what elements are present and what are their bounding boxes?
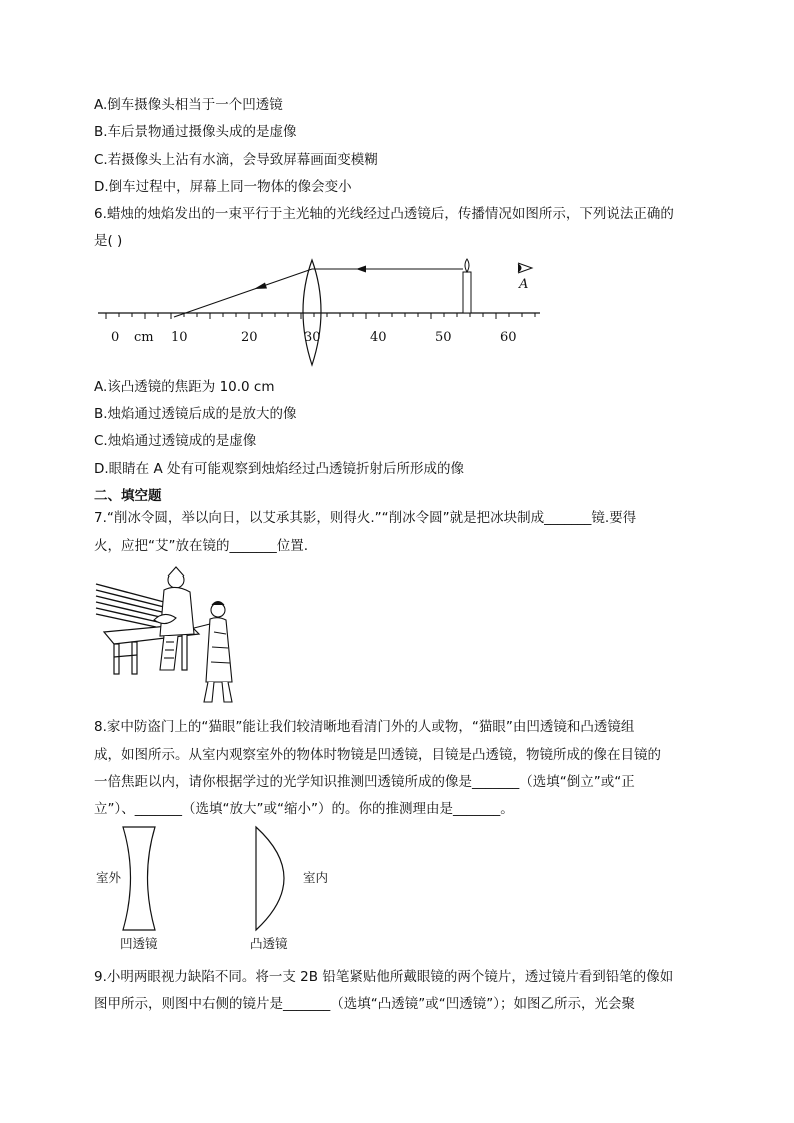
tick-label-30: 30 bbox=[304, 330, 321, 345]
section-title: 二、填空题 bbox=[94, 488, 162, 504]
q7-line2: 火，应把“艾”放在镜的_______位置. bbox=[94, 538, 309, 554]
q6-option-d: D.眼睛在 A 处有可能观察到烛焰经过凸透镜折射后所形成的像 bbox=[94, 461, 465, 477]
q9-line1: 9.小明两眼视力缺陷不同。将一支 2B 铅笔紧贴他所戴眼镜的两个镜片，透过镜片看到铅笔的像如 bbox=[94, 969, 674, 985]
seated-figure bbox=[154, 567, 194, 670]
q8-peephole-lenses-figure bbox=[94, 822, 354, 957]
candle-flame bbox=[465, 259, 469, 272]
tick-label-cm: cm bbox=[134, 330, 154, 345]
inside-label: 室内 bbox=[303, 870, 329, 885]
refracted-ray-arrow bbox=[254, 283, 267, 290]
q7-ice-lens-illustration bbox=[94, 562, 244, 712]
tick-label-50: 50 bbox=[435, 330, 452, 345]
convex-lens-label: 凸透镜 bbox=[250, 936, 288, 951]
tick-label-20: 20 bbox=[241, 330, 258, 345]
q5-option-c: C.若摄像头上沾有水滴，会导致屏幕画面变模糊 bbox=[94, 152, 378, 168]
q9-line2: 图甲所示，则图中右侧的镜片是_______（选填“凸透镜”或“凹透镜”）；如图乙所示，光会聚 bbox=[94, 996, 635, 1012]
tick-label-0: 0 bbox=[111, 330, 120, 345]
q6-option-a: A.该凸透镜的焦距为 10.0 cm bbox=[94, 379, 275, 395]
q7-line1: 7.“削冰令圆，举以向日，以艾承其影，则得火.”“削冰令圆”就是把冰块制成_______镜.要得 bbox=[94, 510, 637, 526]
q5-option-b: B.车后景物通过摄像头成的是虚像 bbox=[94, 124, 297, 140]
standing-figure bbox=[194, 602, 232, 703]
point-a-label: A bbox=[519, 277, 529, 292]
q6-stem-line2: 是( ) bbox=[94, 233, 123, 249]
q6-option-b: B.烛焰通过透镜后成的是放大的像 bbox=[94, 406, 297, 422]
tick-label-40: 40 bbox=[370, 330, 387, 345]
tick-label-10: 10 bbox=[171, 330, 188, 345]
sunlight-rays bbox=[96, 584, 164, 627]
q8-line1: 8.家中防盗门上的“猫眼”能让我们较清晰地看清门外的人或物，“猫眼”由凹透镜和凸透镜组 bbox=[94, 719, 635, 735]
concave-lens-label: 凹透镜 bbox=[120, 936, 158, 951]
concave-lens bbox=[123, 827, 155, 930]
q8-line2: 成，如图所示。从室内观察室外的物体时物镜是凹透镜，目镜是凸透镜，物镜所成的像在目镜的 bbox=[94, 747, 661, 763]
refracted-ray bbox=[174, 269, 312, 317]
q8-line4: 立”）、_______（选填“放大”或“缩小”）的。你的推测理由是_______。 bbox=[94, 801, 514, 817]
eye-icon bbox=[518, 263, 532, 273]
plano-convex-lens bbox=[256, 827, 284, 930]
q6-option-c: C.烛焰通过透镜成的是虚像 bbox=[94, 433, 257, 449]
q5-option-d: D.倒车过程中，屏幕上同一物体的像会变小 bbox=[94, 179, 352, 195]
tick-label-60: 60 bbox=[500, 330, 517, 345]
q6-optical-bench-figure bbox=[94, 255, 544, 370]
incident-ray-arrow bbox=[356, 266, 366, 273]
outside-label: 室外 bbox=[96, 870, 122, 885]
q6-stem-line1: 6.蜡烛的烛焰发出的一束平行于主光轴的光线经过凸透镜后，传播情况如图所示，下列说法正确的 bbox=[94, 206, 674, 222]
candle bbox=[463, 272, 471, 313]
q5-option-a: A.倒车摄像头相当于一个凹透镜 bbox=[94, 97, 283, 113]
q8-line3: 一倍焦距以内，请你根据学过的光学知识推测凹透镜所成的像是_______（选填“倒立”或“正 bbox=[94, 774, 635, 790]
